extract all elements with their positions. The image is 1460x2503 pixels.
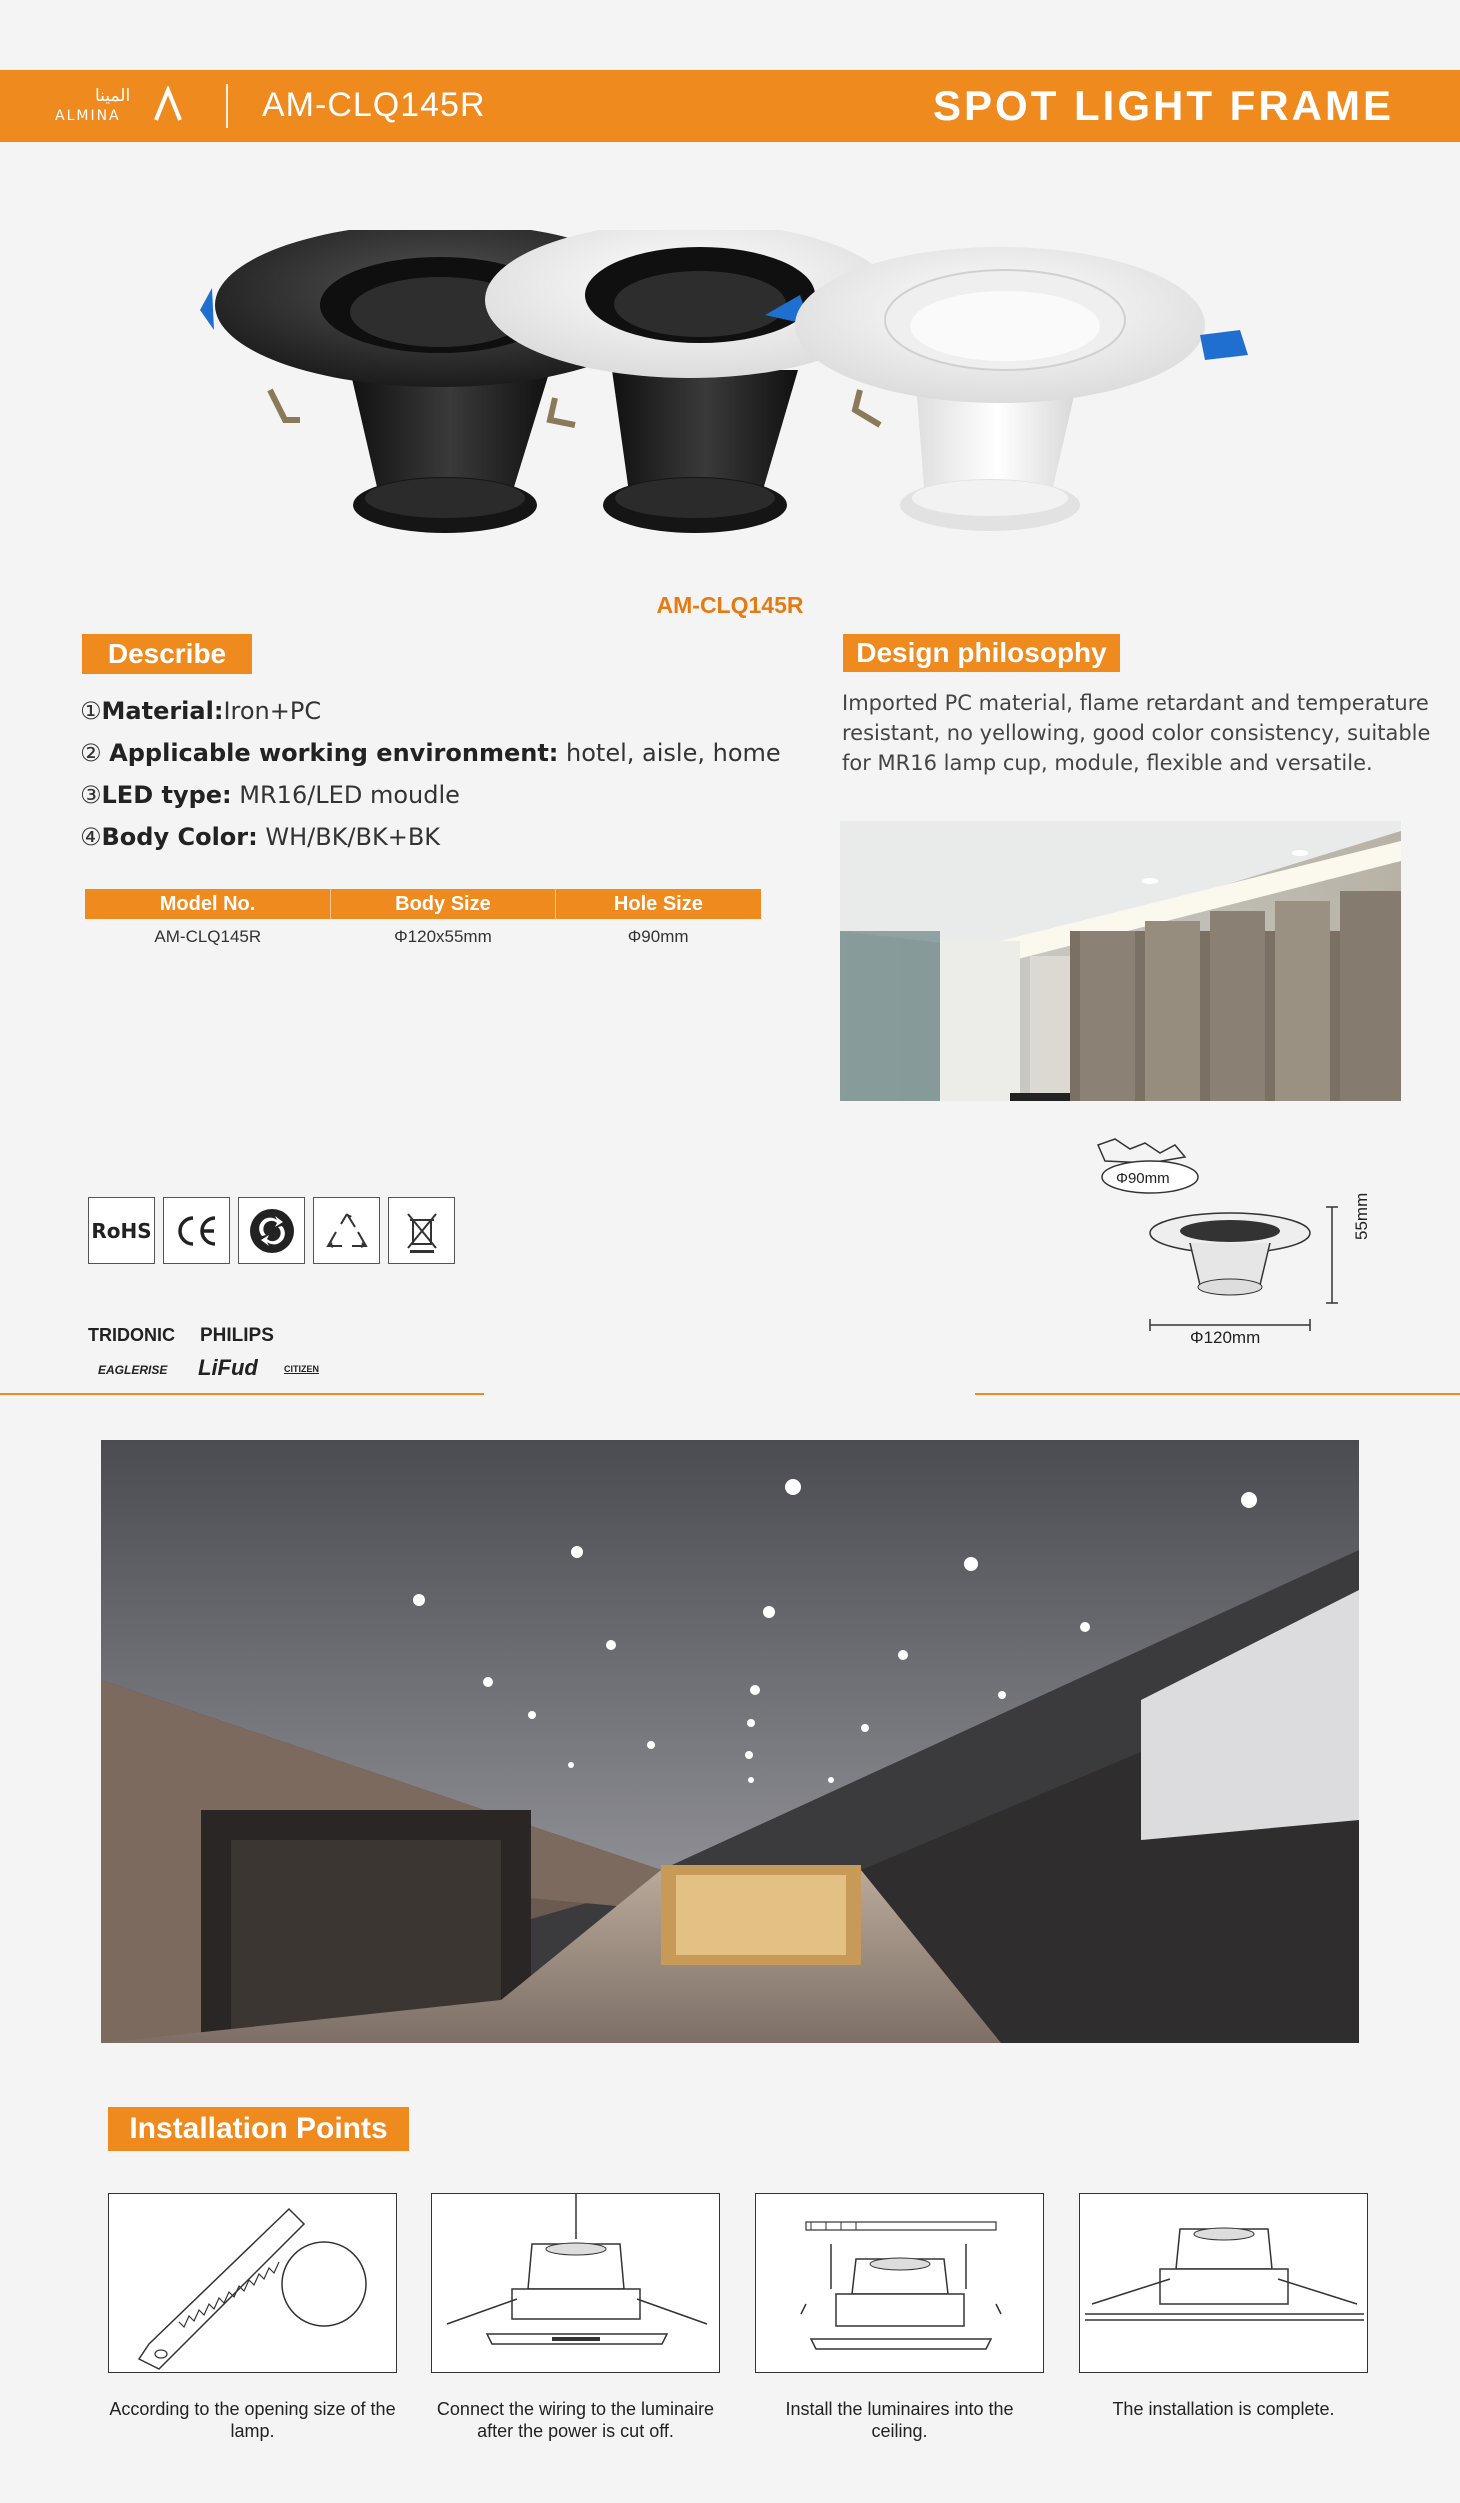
describe-tag: Describe bbox=[82, 634, 252, 674]
certifications bbox=[88, 1197, 455, 1264]
weee-bin-icon bbox=[388, 1197, 455, 1264]
wiring-icon bbox=[432, 2194, 721, 2374]
install-step-4-caption: The installation is complete. bbox=[1112, 2399, 1335, 2419]
spec-prefix: ③ bbox=[80, 781, 102, 809]
install-tag: Installation Points bbox=[108, 2107, 409, 2151]
dimension-drawing bbox=[1090, 1135, 1380, 1355]
recycle-arrow-icon bbox=[238, 1197, 305, 1264]
installed-light-icon bbox=[1080, 2194, 1369, 2374]
install-step-2-caption: Connect the wiring to the luminaire after the power is cut off. bbox=[436, 2399, 715, 2441]
design-text: Imported PC material, flame retardant and temperature resistant, no yellowing, good color consistency, suitable for MR16 lamp cup, module, flexible and versatile. bbox=[842, 691, 1431, 775]
product-image bbox=[200, 230, 1260, 550]
spec-led-type bbox=[80, 774, 760, 816]
table-header: Model No. bbox=[85, 889, 331, 919]
spec-label: Material: bbox=[101, 697, 224, 725]
table-header-row bbox=[85, 889, 761, 919]
spec-material bbox=[80, 690, 760, 732]
brand-logo bbox=[55, 84, 185, 128]
spec-list bbox=[80, 690, 781, 858]
spec-prefix: ① bbox=[80, 697, 102, 725]
install-step-2-image bbox=[431, 2193, 720, 2373]
spec-value: MR16/LED moudle bbox=[231, 781, 460, 809]
dimension-figure bbox=[1090, 1135, 1380, 1355]
room-photo bbox=[840, 821, 1401, 1101]
install-step-3-image bbox=[755, 2193, 1044, 2373]
design-tag: Design philosophy bbox=[843, 634, 1120, 672]
saw-icon bbox=[109, 2194, 398, 2374]
spec-value: Iron+PC bbox=[223, 697, 322, 725]
table-header: Body Size bbox=[331, 889, 556, 919]
table-cell: Φ90mm bbox=[627, 927, 689, 946]
brand-lifud: LiFud bbox=[198, 1355, 258, 1380]
header-title: SPOT LIGHT FRAME bbox=[933, 82, 1394, 129]
logo-arabic: المينا bbox=[95, 86, 131, 106]
brand-eaglerise: EAGLERISE bbox=[98, 1363, 168, 1377]
spec-table bbox=[85, 889, 761, 955]
ceiling-install-icon bbox=[756, 2194, 1045, 2374]
dim-width-label: Φ120mm bbox=[1190, 1328, 1261, 1347]
ce-icon bbox=[163, 1197, 230, 1264]
rohs-icon: RoHS bbox=[88, 1197, 155, 1264]
install-step-3-caption: Install the luminaires into the ceiling. bbox=[785, 2399, 1014, 2441]
table-cell: Φ120x55mm bbox=[394, 927, 492, 946]
spec-environment bbox=[80, 732, 781, 774]
spec-value: WH/BK/BK+BK bbox=[257, 823, 441, 851]
header-model: AM-CLQ145R bbox=[262, 86, 486, 124]
spec-label: LED type: bbox=[101, 781, 232, 809]
brand-citizen: CITIZEN bbox=[284, 1364, 319, 1374]
spec-value: hotel, aisle, home bbox=[558, 739, 781, 767]
spec-prefix: ④ bbox=[80, 823, 102, 851]
divider-left bbox=[0, 1393, 484, 1395]
spec-prefix: ② bbox=[80, 739, 110, 767]
spec-body-color bbox=[80, 816, 760, 858]
install-step-1-caption: According to the opening size of the lamp. bbox=[109, 2399, 396, 2441]
partner-brands bbox=[88, 1325, 348, 1385]
dim-hole-label: Φ90mm bbox=[1116, 1170, 1170, 1187]
product-caption: AM-CLQ145R bbox=[656, 592, 804, 618]
install-step-1-image bbox=[108, 2193, 397, 2373]
divider-right bbox=[975, 1393, 1460, 1395]
logo-mark-icon bbox=[153, 86, 183, 122]
table-row bbox=[85, 919, 761, 955]
spec-label: Body Color: bbox=[101, 823, 258, 851]
table-cell: AM-CLQ145R bbox=[154, 927, 262, 946]
logo-english: ALMINA bbox=[55, 108, 121, 124]
table-header: Hole Size bbox=[555, 889, 761, 919]
brand-philips: PHILIPS bbox=[200, 1325, 274, 1346]
spec-label: Applicable working environment: bbox=[109, 739, 559, 767]
corridor-photo bbox=[101, 1440, 1359, 2043]
header-divider bbox=[226, 84, 228, 128]
install-step-4-image bbox=[1079, 2193, 1368, 2373]
recycle-symbol-icon bbox=[313, 1197, 380, 1264]
brand-tridonic: TRIDONIC bbox=[88, 1325, 175, 1345]
dim-height-label: 55mm bbox=[1352, 1192, 1371, 1240]
header-bar bbox=[0, 70, 1460, 142]
